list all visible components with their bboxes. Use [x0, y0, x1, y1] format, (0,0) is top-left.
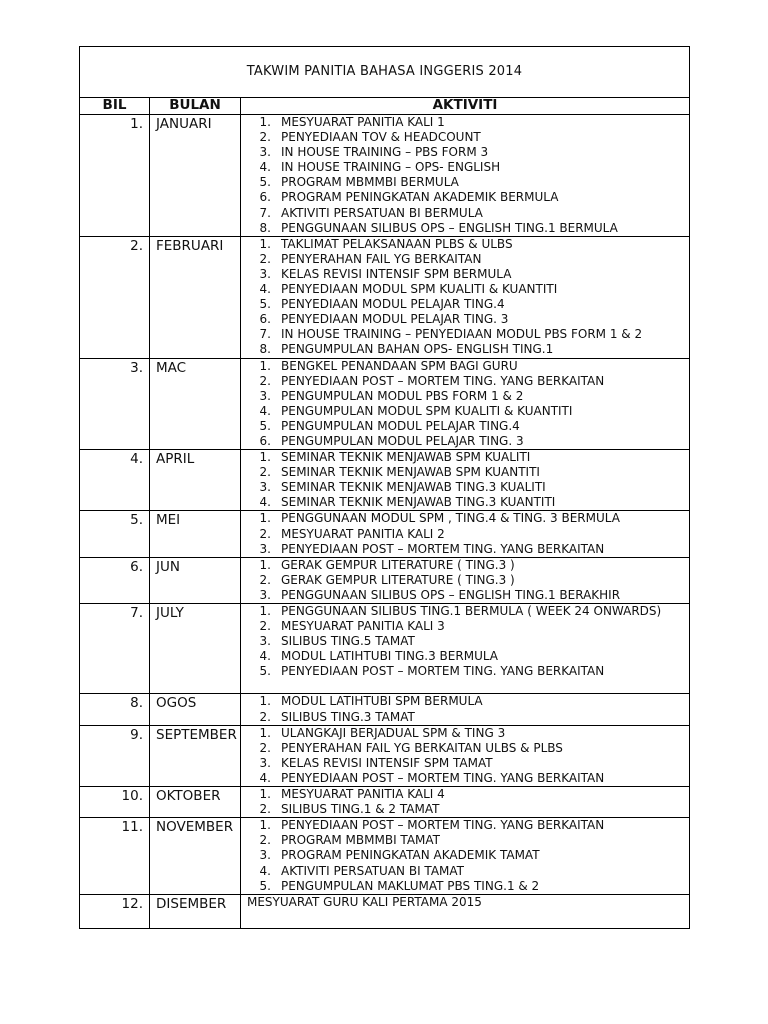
activity-cell	[241, 694, 690, 725]
list-item-number: 4.	[259, 863, 271, 878]
month-cell: SEPTEMBER	[150, 725, 241, 786]
list-item-number: 3.	[259, 388, 271, 403]
table-row	[80, 557, 690, 603]
takwim-table	[79, 46, 690, 929]
list-item-text: MESYUARAT PANITIA KALI 2	[281, 526, 445, 541]
month-cell: OGOS	[150, 694, 241, 725]
list-item-text: IN HOUSE TRAINING – OPS- ENGLISH	[281, 160, 501, 175]
list-item	[247, 879, 689, 894]
list-item-text: AKTIVITI PERSATUAN BI BERMULA	[281, 205, 483, 220]
list-item	[247, 833, 689, 848]
list-item-text: PENYEDIAAN POST – MORTEM TING. YANG BERKAITAN	[281, 818, 605, 833]
month-cell: MAC	[150, 358, 241, 450]
activity-cell	[241, 894, 690, 928]
list-item-text: MODUL LATIHTUBI TING.3 BERMULA	[281, 649, 499, 664]
list-item-text: PENYEDIAAN POST – MORTEM TING. YANG BERKAITAN	[281, 664, 605, 679]
list-item-number: 2.	[259, 373, 271, 388]
month-cell: JANUARI	[150, 115, 241, 237]
list-item-number: 1.	[259, 557, 271, 572]
list-item-number: 6.	[259, 312, 271, 327]
row-number: 11.	[80, 818, 150, 894]
list-item-number: 2.	[259, 833, 271, 848]
list-item-text: PENYEDIAAN POST – MORTEM TING. YANG BERKAITAN	[281, 770, 605, 785]
activity-list	[247, 450, 689, 510]
row-number: 2.	[80, 236, 150, 358]
list-item-number: 3.	[259, 541, 271, 556]
list-item	[247, 588, 689, 603]
month-cell: JUN	[150, 557, 241, 603]
activity-text: MESYUARAT GURU KALI PERTAMA 2015	[247, 894, 482, 909]
activity-list	[247, 787, 689, 817]
list-item-number: 2.	[259, 251, 271, 266]
list-item-number: 3.	[259, 145, 271, 160]
list-item	[247, 190, 689, 205]
list-item-text: IN HOUSE TRAINING – PBS FORM 3	[281, 145, 489, 160]
list-item-number: 5.	[259, 878, 271, 893]
activity-cell	[241, 604, 690, 694]
row-number: 1.	[80, 115, 150, 237]
list-item	[247, 160, 689, 175]
list-item-number: 2.	[259, 802, 271, 817]
list-item	[247, 710, 689, 725]
list-item	[247, 450, 689, 465]
list-item-text: MESYUARAT PANITIA KALI 4	[281, 787, 445, 802]
table-row	[80, 236, 690, 358]
list-item-text: PENYERAHAN FAIL YG BERKAITAN	[281, 251, 482, 266]
activity-list	[247, 511, 689, 556]
list-item-number: 1.	[259, 450, 271, 465]
list-item	[247, 527, 689, 542]
list-item-text: PROGRAM PENINGKATAN AKADEMIK TAMAT	[281, 848, 540, 863]
list-item-text: PENGGUNAAN SILIBUS OPS – ENGLISH TING.1 BERAKHIR	[281, 587, 621, 602]
list-item-number: 1.	[259, 694, 271, 709]
list-item-text: PENGUMPULAN MODUL PELAJAR TING.4	[281, 418, 520, 433]
list-item	[247, 221, 689, 236]
list-item	[247, 115, 689, 130]
list-item-number: 1.	[259, 725, 271, 740]
list-item	[247, 573, 689, 588]
title-row	[80, 47, 690, 98]
row-number: 9.	[80, 725, 150, 786]
list-item-number: 5.	[259, 418, 271, 433]
list-item-number: 1.	[259, 115, 271, 129]
list-item	[247, 130, 689, 145]
month-cell: FEBRUARI	[150, 236, 241, 358]
list-item-text: SILIBUS TING.3 TAMAT	[281, 709, 415, 724]
list-item	[247, 267, 689, 282]
row-number: 4.	[80, 450, 150, 511]
activity-list	[247, 115, 689, 236]
row-number: 10.	[80, 787, 150, 818]
list-item	[247, 342, 689, 357]
list-item-number: 5.	[259, 664, 271, 679]
list-item-text: PENGUMPULAN MAKLUMAT PBS TING.1 & 2	[281, 878, 540, 893]
document-title: TAKWIM PANITIA BAHASA INGGERIS 2014	[80, 47, 690, 98]
month-cell: NOVEMBER	[150, 818, 241, 894]
activity-cell	[241, 358, 690, 450]
list-item	[247, 542, 689, 557]
table-row	[80, 725, 690, 786]
list-item-number: 7.	[259, 327, 271, 342]
list-item-number: 2.	[259, 619, 271, 634]
list-item-text: SILIBUS TING.5 TAMAT	[281, 634, 415, 649]
list-item-text: PENYEDIAAN TOV & HEADCOUNT	[281, 130, 481, 145]
header-bulan: BULAN	[150, 98, 241, 115]
list-item-text: PENYEDIAAN MODUL PELAJAR TING. 3	[281, 312, 509, 327]
activity-list	[247, 359, 689, 450]
list-item	[247, 327, 689, 342]
list-item-number: 1.	[259, 787, 271, 802]
activity-cell	[241, 557, 690, 603]
list-item	[247, 649, 689, 664]
list-item-number: 2.	[259, 465, 271, 480]
list-item-number: 3.	[259, 480, 271, 495]
row-number: 7.	[80, 604, 150, 694]
list-item	[247, 389, 689, 404]
table-row	[80, 818, 690, 894]
row-number: 5.	[80, 511, 150, 557]
list-item-number: 6.	[259, 190, 271, 205]
list-item	[247, 818, 689, 833]
list-item-number: 5.	[259, 297, 271, 312]
list-item-number: 5.	[259, 175, 271, 190]
list-item-text: BENGKEL PENANDAAN SPM BAGI GURU	[281, 358, 518, 373]
list-item-number: 3.	[259, 266, 271, 281]
list-item-text: GERAK GEMPUR LITERATURE ( TING.3 )	[281, 557, 515, 572]
list-item	[247, 741, 689, 756]
activity-cell	[241, 818, 690, 894]
list-item-text: TAKLIMAT PELAKSANAAN PLBS & ULBS	[281, 236, 513, 251]
table-row	[80, 511, 690, 557]
list-item-text: PENGUMPULAN MODUL PBS FORM 1 & 2	[281, 388, 524, 403]
list-item	[247, 297, 689, 312]
list-item-text: ULANGKAJI BERJADUAL SPM & TING 3	[281, 725, 506, 740]
list-item-number: 3.	[259, 755, 271, 770]
list-item	[247, 237, 689, 252]
list-item-number: 2.	[259, 740, 271, 755]
table-body	[80, 115, 690, 929]
list-item-number: 4.	[259, 770, 271, 785]
table-row	[80, 787, 690, 818]
list-item	[247, 434, 689, 449]
list-item-number: 1.	[259, 511, 271, 526]
list-item	[247, 145, 689, 160]
list-item-number: 2.	[259, 526, 271, 541]
list-item-number: 6.	[259, 433, 271, 448]
table-row	[80, 604, 690, 694]
list-item-text: SEMINAR TEKNIK MENJAWAB TING.3 KUALITI	[281, 480, 546, 495]
list-item-number: 4.	[259, 403, 271, 418]
list-item-text: SEMINAR TEKNIK MENJAWAB SPM KUANTITI	[281, 465, 540, 480]
list-item-number: 2.	[259, 130, 271, 145]
month-cell: APRIL	[150, 450, 241, 511]
list-item-text: PENYEDIAAN MODUL PELAJAR TING.4	[281, 297, 505, 312]
list-item-number: 8.	[259, 342, 271, 357]
activity-list	[247, 726, 689, 786]
list-item-number: 1.	[259, 236, 271, 251]
row-number: 3.	[80, 358, 150, 450]
list-item-number: 3.	[259, 587, 271, 602]
month-cell: DISEMBER	[150, 894, 241, 928]
activity-list	[247, 558, 689, 603]
list-item	[247, 694, 689, 709]
month-cell: OKTOBER	[150, 787, 241, 818]
activity-cell	[241, 725, 690, 786]
list-item-number: 3.	[259, 634, 271, 649]
list-item	[247, 312, 689, 327]
list-item	[247, 802, 689, 817]
list-item-text: PROGRAM MBMMBI TAMAT	[281, 833, 440, 848]
list-item-number: 1.	[259, 358, 271, 373]
list-item-text: GERAK GEMPUR LITERATURE ( TING.3 )	[281, 572, 515, 587]
list-item-text: PENYERAHAN FAIL YG BERKAITAN ULBS & PLBS	[281, 740, 563, 755]
list-item	[247, 252, 689, 267]
list-item	[247, 495, 689, 510]
list-item	[247, 726, 689, 741]
list-item	[247, 206, 689, 221]
list-item	[247, 404, 689, 419]
list-item-text: IN HOUSE TRAINING – PENYEDIAAN MODUL PBS FORM 1 & 2	[281, 327, 643, 342]
list-item	[247, 282, 689, 297]
row-number: 8.	[80, 694, 150, 725]
list-item-number: 2.	[259, 709, 271, 724]
list-item-text: PENGGUNAAN SILIBUS OPS – ENGLISH TING.1 BERMULA	[281, 220, 618, 235]
list-item-text: SEMINAR TEKNIK MENJAWAB TING.3 KUANTITI	[281, 495, 556, 510]
month-cell: MEI	[150, 511, 241, 557]
list-item-text: MESYUARAT PANITIA KALI 1	[281, 115, 445, 129]
list-item-text: SEMINAR TEKNIK MENJAWAB SPM KUALITI	[281, 450, 531, 465]
list-item-text: PROGRAM PENINGKATAN AKADEMIK BERMULA	[281, 190, 559, 205]
activity-list	[247, 818, 689, 893]
list-item-number: 4.	[259, 495, 271, 510]
list-item	[247, 664, 689, 679]
list-item	[247, 848, 689, 863]
list-item	[247, 419, 689, 434]
list-item	[247, 756, 689, 771]
month-cell: JULY	[150, 604, 241, 694]
list-item-text: PENYEDIAAN POST – MORTEM TING. YANG BERKAITAN	[281, 373, 605, 388]
list-item-text: PROGRAM MBMMBI BERMULA	[281, 175, 459, 190]
list-item	[247, 480, 689, 495]
row-number: 6.	[80, 557, 150, 603]
list-item	[247, 771, 689, 786]
activity-cell	[241, 236, 690, 358]
list-item	[247, 619, 689, 634]
list-item-number: 1.	[259, 818, 271, 833]
list-item-text: PENGGUNAAN MODUL SPM , TING.4 & TING. 3 BERMULA	[281, 511, 620, 526]
list-item	[247, 864, 689, 879]
activity-list	[247, 604, 689, 679]
list-item-text: SILIBUS TING.1 & 2 TAMAT	[281, 802, 440, 817]
activity-cell	[241, 450, 690, 511]
list-item-text: MODUL LATIHTUBI SPM BERMULA	[281, 694, 483, 709]
activity-cell	[241, 511, 690, 557]
list-item-text: AKTIVITI PERSATUAN BI TAMAT	[281, 863, 464, 878]
list-item-number: 4.	[259, 282, 271, 297]
activity-list	[247, 237, 689, 358]
header-row	[80, 98, 690, 115]
list-item	[247, 359, 689, 374]
list-item	[247, 374, 689, 389]
header-aktiviti: AKTIVITI	[241, 98, 690, 115]
list-item-number: 2.	[259, 572, 271, 587]
activity-cell	[241, 787, 690, 818]
list-item-number: 4.	[259, 649, 271, 664]
table-row	[80, 450, 690, 511]
list-item-text: KELAS REVISI INTENSIF SPM TAMAT	[281, 755, 493, 770]
list-item-text: MESYUARAT PANITIA KALI 3	[281, 619, 445, 634]
list-item-number: 7.	[259, 205, 271, 220]
list-item-text: PENGGUNAAN SILIBUS TING.1 BERMULA ( WEEK 24 ONWARDS)	[281, 604, 662, 618]
list-item-text: PENGUMPULAN MODUL PELAJAR TING. 3	[281, 433, 524, 448]
list-item	[247, 465, 689, 480]
table-row	[80, 358, 690, 450]
list-item	[247, 787, 689, 802]
row-number: 12.	[80, 894, 150, 928]
list-item-number: 1.	[259, 604, 271, 618]
list-item-number: 3.	[259, 848, 271, 863]
list-item-text: PENYEDIAAN MODUL SPM KUALITI & KUANTITI	[281, 282, 558, 297]
list-item-number: 8.	[259, 220, 271, 235]
list-item	[247, 634, 689, 649]
table-row	[80, 115, 690, 237]
table-row	[80, 894, 690, 928]
list-item-text: KELAS REVISI INTENSIF SPM BERMULA	[281, 266, 512, 281]
list-item	[247, 175, 689, 190]
activity-list	[247, 694, 689, 724]
header-bil: BIL	[80, 98, 150, 115]
list-item-number: 4.	[259, 160, 271, 175]
list-item-text: PENGUMPULAN MODUL SPM KUALITI & KUANTITI	[281, 403, 573, 418]
table-row	[80, 694, 690, 725]
list-item-text: PENGUMPULAN BAHAN OPS- ENGLISH TING.1	[281, 342, 554, 357]
activity-cell	[241, 115, 690, 237]
list-item	[247, 558, 689, 573]
list-item	[247, 604, 689, 619]
list-item	[247, 511, 689, 526]
list-item-text: PENYEDIAAN POST – MORTEM TING. YANG BERKAITAN	[281, 541, 605, 556]
